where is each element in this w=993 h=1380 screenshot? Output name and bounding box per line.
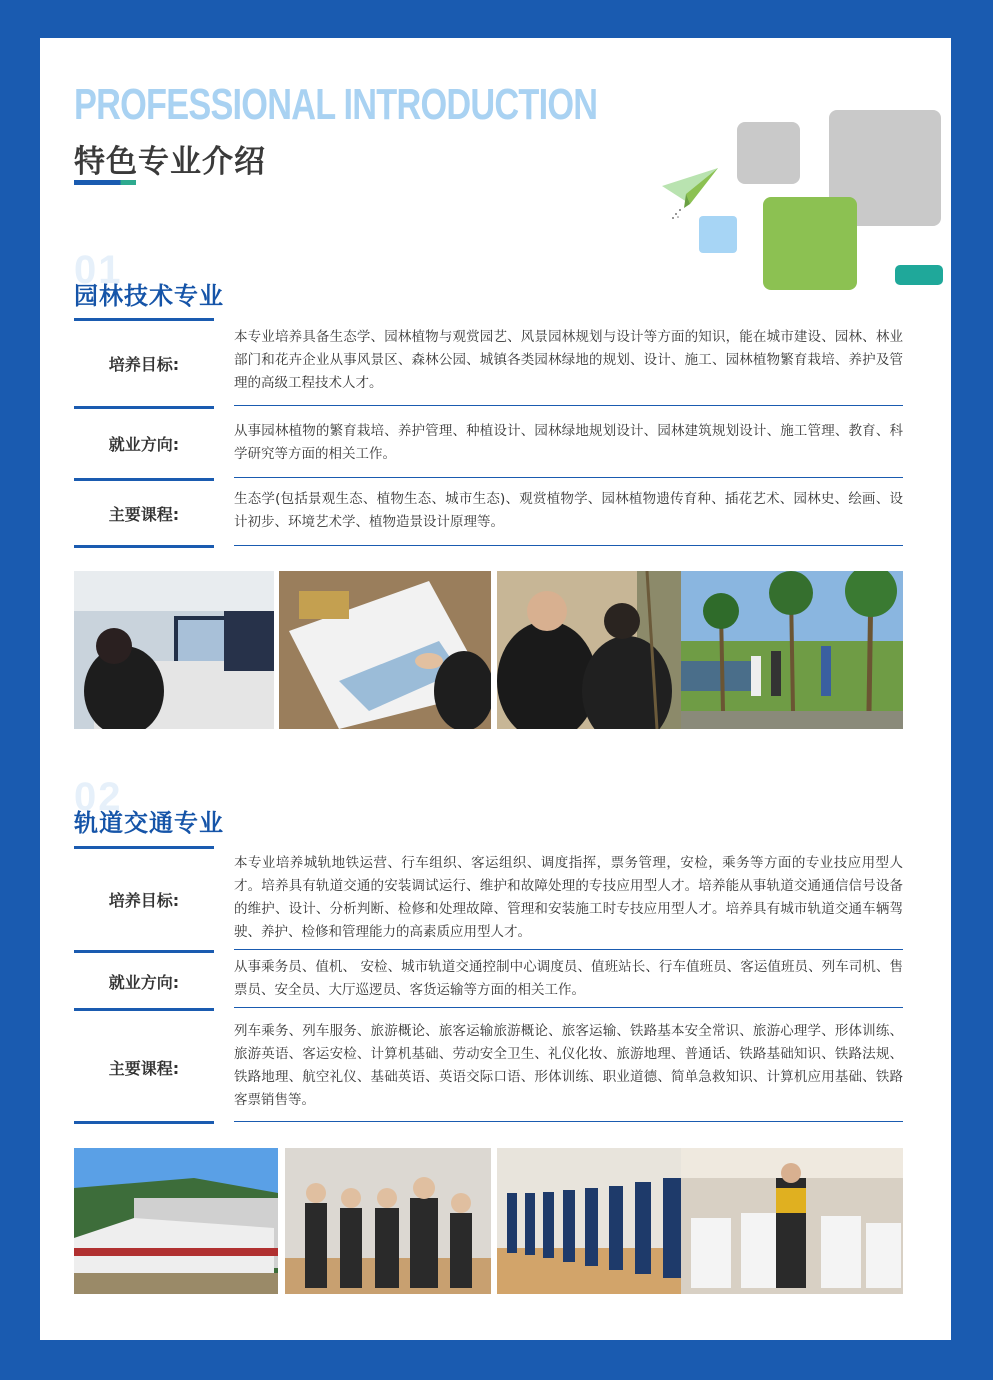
photo-train-cabin (681, 1148, 903, 1294)
deco-square-green (763, 197, 857, 290)
photo-grafting (497, 571, 695, 729)
header-title-cn: 特色专业介绍 (74, 144, 266, 180)
paper-plane-icon (660, 164, 720, 224)
photo-uniform-line (497, 1148, 695, 1294)
row-label: 主要课程: (108, 505, 180, 524)
row-label: 主要课程: (108, 1059, 180, 1078)
photo-field-trip (681, 571, 903, 729)
section-2-number: 02 (74, 775, 123, 819)
row-label: 就业方向: (108, 435, 180, 454)
photo-flight-attendants (285, 1148, 491, 1294)
section-2-row-courses (74, 1008, 903, 1122)
row-text: 列车乘务、列车服务、旅游概论、旅客运输旅游概论、旅客运输、铁路基本安全常识、旅游心理学、形体训练、旅游英语、客运安检、计算机基础、劳动安全卫生、礼仪化妆、旅游地理、普通话、铁路基础知识、铁路法规、铁路地理、航空礼仪、基础英语、英语交际口语、形体训练、职业道德、简单急救知识、计算机应用基础、铁路客票销售等。 (234, 1023, 903, 1108)
row-text: 本专业培养具备生态学、园林植物与观赏园艺、风景园林规划与设计等方面的知识，能在城市建设、园林、林业部门和花卉企业从事风景区、森林公园、城镇各类园林绿地的规划、设计、施工、园林植物繁育栽培、养护及管理的高级工程技术人才。 (234, 329, 903, 391)
row-text: 本专业培养城轨地铁运营、行车组织、客运组织、调度指挥，票务管理，安检，乘务等方面的专业技应用型人才。培养具有轨道交通的安装调试运行、维护和故障处理的专技应用型人才。培养能从事轨道交通通信信号设备的维护、设计、分析判断、检修和处理故障、管理和安装施工时专技应用型人才。培养具有城市轨道交通车辆驾驶、养护、检修和管理能力的高素质应用型人才。 (234, 855, 903, 940)
row-text: 从事园林植物的繁育栽培、养护管理、种植设计、园林绿地规划设计、园林建筑规划设计、施工管理、教育、科学研究等方面的相关工作。 (234, 423, 903, 462)
deco-bar-teal (895, 265, 943, 285)
section-2-row-goal (74, 846, 903, 950)
row-text: 生态学(包括景观生态、植物生态、城市生态)、观赏植物学、园林植物遗传育种、插花艺术、园林史、绘画、设计初步、环境艺术学、植物造景设计原理等。 (234, 491, 903, 530)
header-underline (74, 180, 136, 185)
photo-train-model (74, 1148, 278, 1294)
section-1-row-employment (74, 406, 903, 478)
photo-lab-microscope (74, 571, 274, 729)
deco-square-gray-small (737, 122, 800, 184)
row-label: 培养目标: (108, 355, 180, 374)
section-2-title: 轨道交通专业 (74, 809, 224, 837)
row-label: 就业方向: (108, 973, 180, 992)
section-1-number: 01 (74, 248, 123, 292)
section-1-row-goal (74, 318, 903, 406)
section-2-row-employment (74, 950, 903, 1008)
row-label: 培养目标: (108, 891, 180, 910)
row-text: 从事乘务员、值机、 安检、城市轨道交通控制中心调度员、值班站长、行车值班员、客运值班员、列车司机、售票员、安全员、大厅巡逻员、客货运输等方面的相关工作。 (234, 959, 903, 998)
section-1-title: 园林技术专业 (74, 282, 224, 310)
header-title-en: PROFESSIONAL INTRODUCTION (74, 80, 598, 129)
section-1-row-courses (74, 478, 903, 546)
photo-drawing (279, 571, 491, 729)
